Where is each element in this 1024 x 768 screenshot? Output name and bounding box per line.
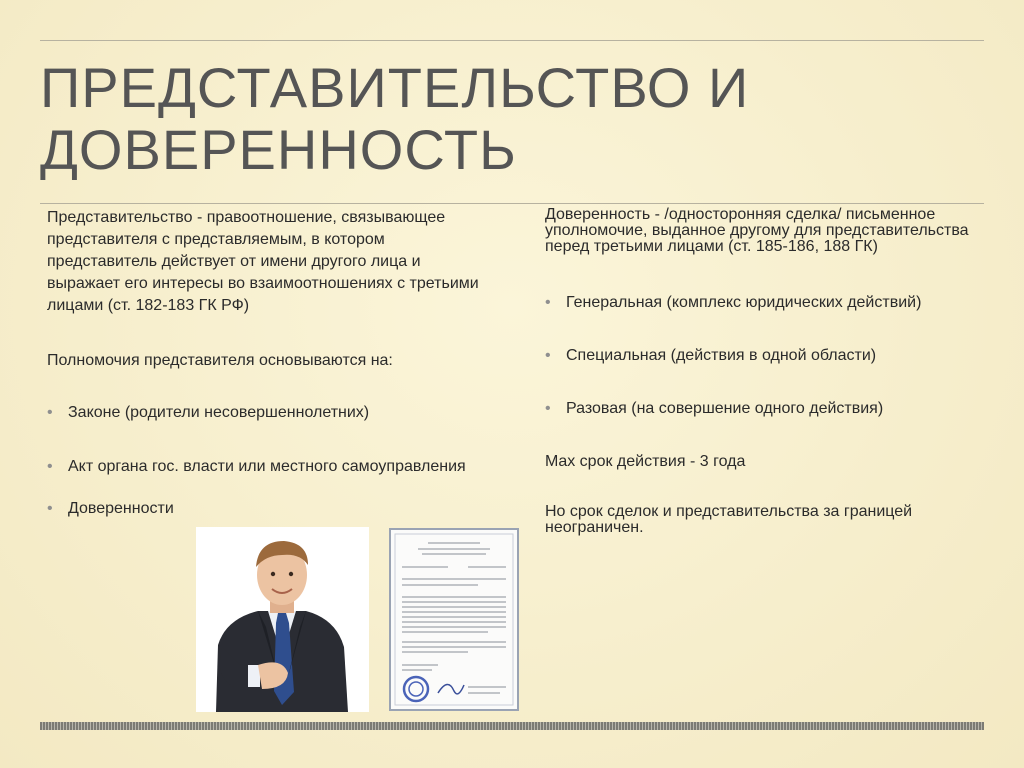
- bullet-item: [47, 459, 492, 475]
- bullet-item: [545, 292, 985, 314]
- document-scan-icon: [388, 527, 520, 712]
- left-column: [47, 207, 492, 517]
- bullet-text: Законе (родители несовершеннолетних): [68, 404, 370, 421]
- bullet-text: Специальная (действия в одной области): [566, 347, 877, 364]
- title-divider: [40, 203, 984, 204]
- bullet-dot-icon: •: [545, 294, 551, 311]
- bullet-dot-icon: •: [545, 400, 551, 417]
- bullet-text: Генеральная (комплекс юридических действий): [566, 294, 922, 311]
- abroad-note: Но срок сделок и представительства за границей неограничен.: [545, 503, 913, 536]
- attorney-definition: Доверенность - /односторонняя сделка/ письменное уполномочие, выданное другому для представительства перед третьими лицами (ст. 185-186, 188 ГК): [545, 206, 969, 255]
- bullet-dot-icon: •: [545, 347, 551, 364]
- right-column: [545, 207, 985, 536]
- power-of-attorney-document: [388, 527, 520, 712]
- representation-definition: Представительство - правоотношение, связывающее представителя с представляемым, в котором представитель действует от имени другого лица и выражает его интересы во взаимоотношениях с третьими лицами (ст. 182-183 ГК РФ): [47, 209, 479, 314]
- businessman-photo: [196, 527, 369, 712]
- businessman-illustration-icon: [196, 527, 369, 712]
- bullet-item: [47, 501, 492, 517]
- bullet-item: [47, 405, 492, 421]
- bullet-text: Акт органа гос. власти или местного самоуправления: [68, 458, 466, 475]
- bullet-item: [545, 345, 985, 367]
- top-divider: [40, 40, 984, 41]
- bullet-dot-icon: •: [47, 404, 53, 421]
- bottom-divider: [40, 722, 984, 730]
- max-term: Max срок действия - 3 года: [545, 453, 746, 470]
- bullet-text: Доверенности: [68, 500, 174, 517]
- bullet-text: Разовая (на совершение одного действия): [566, 400, 884, 417]
- bullet-item: [545, 398, 985, 420]
- basis-heading: Полномочия представителя основываются на:: [47, 352, 393, 369]
- page-title: ПРЕДСТАВИТЕЛЬСТВО И ДОВЕРЕННОСТЬ: [40, 56, 750, 181]
- bullet-dot-icon: •: [47, 458, 53, 475]
- bullet-dot-icon: •: [47, 500, 53, 517]
